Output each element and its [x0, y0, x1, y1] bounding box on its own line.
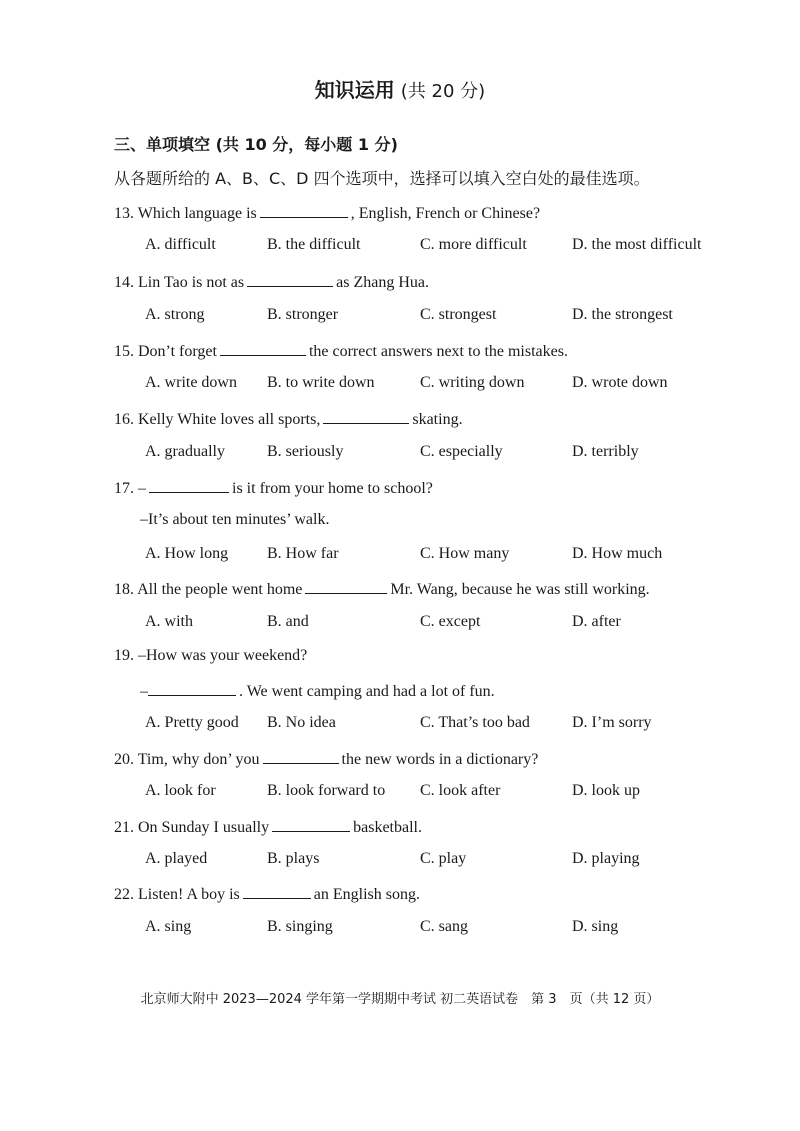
- section-instruction: 从各题所给的 A、B、C、D 四个选项中，选择可以填入空白处的最佳选项。: [114, 169, 650, 188]
- option-c[interactable]: C. more difficult: [420, 236, 527, 253]
- question-22-stem: 22. Listen! A boy is an English song.: [114, 886, 420, 903]
- answer-blank[interactable]: [220, 341, 306, 356]
- question-20-options: [145, 782, 745, 804]
- answer-blank[interactable]: [149, 478, 229, 493]
- answer-blank[interactable]: [263, 749, 339, 764]
- option-a[interactable]: A. played: [145, 850, 208, 867]
- option-a[interactable]: A. difficult: [145, 236, 216, 253]
- option-a[interactable]: A. with: [145, 613, 193, 630]
- option-d[interactable]: D. terribly: [572, 443, 639, 460]
- option-b[interactable]: B. to write down: [267, 374, 375, 391]
- answer-blank[interactable]: [148, 681, 236, 696]
- option-d[interactable]: D. sing: [572, 918, 619, 935]
- page-title: [0, 74, 800, 103]
- question-18-stem: 18. All the people went home Mr. Wang, because he was still working.: [114, 581, 650, 598]
- question-13-stem: 13. Which language is , English, French or Chinese?: [114, 205, 541, 222]
- answer-blank[interactable]: [305, 579, 387, 594]
- option-b[interactable]: B. seriously: [267, 443, 344, 460]
- option-d[interactable]: D. playing: [572, 850, 640, 867]
- option-a[interactable]: A. How long: [145, 545, 229, 562]
- question-14-options: [145, 306, 745, 328]
- option-d[interactable]: D. I’m sorry: [572, 714, 652, 731]
- question-17-reply: –It’s about ten minutes’ walk.: [140, 511, 330, 528]
- option-c[interactable]: C. look after: [420, 782, 501, 799]
- question-18-options: [145, 613, 745, 635]
- option-b[interactable]: B. singing: [267, 918, 333, 935]
- option-d[interactable]: D. How much: [572, 545, 663, 562]
- option-a[interactable]: A. write down: [145, 374, 237, 391]
- option-a[interactable]: A. strong: [145, 306, 205, 323]
- question-17-options: [145, 545, 745, 567]
- answer-blank[interactable]: [243, 884, 311, 899]
- question-13-options: [145, 236, 745, 258]
- question-15-options: [145, 374, 745, 396]
- option-c[interactable]: C. sang: [420, 918, 468, 935]
- option-c[interactable]: C. play: [420, 850, 467, 867]
- page-title-text: 知识运用: [314, 78, 395, 102]
- question-17-stem: 17. – is it from your home to school?: [114, 480, 433, 497]
- option-d[interactable]: D. after: [572, 613, 621, 630]
- option-b[interactable]: B. No idea: [267, 714, 336, 731]
- option-b[interactable]: B. How far: [267, 545, 339, 562]
- option-c[interactable]: C. except: [420, 613, 481, 630]
- page-title-score: (共 20 分): [400, 81, 486, 102]
- section-heading: 三、单项填空 (共 10 分，每小题 1 分): [114, 135, 398, 154]
- question-21-options: [145, 850, 745, 872]
- question-14-stem: 14. Lin Tao is not as as Zhang Hua.: [114, 274, 429, 291]
- question-19-stem: 19. –How was your weekend?: [114, 647, 308, 664]
- answer-blank[interactable]: [272, 817, 350, 832]
- question-16-stem: 16. Kelly White loves all sports, skating.: [114, 411, 463, 428]
- option-c[interactable]: C. writing down: [420, 374, 525, 391]
- question-21-stem: 21. On Sunday I usually basketball.: [114, 819, 422, 836]
- answer-blank[interactable]: [247, 272, 333, 287]
- option-b[interactable]: B. stronger: [267, 306, 339, 323]
- option-c[interactable]: C. strongest: [420, 306, 497, 323]
- option-d[interactable]: D. look up: [572, 782, 640, 799]
- option-b[interactable]: B. the difficult: [267, 236, 361, 253]
- option-a[interactable]: A. sing: [145, 918, 192, 935]
- page-footer: 北京师大附中 2023—2024 学年第一学期期中考试 初二英语试卷 第 3 页（共 12 页）: [140, 992, 660, 1007]
- option-a[interactable]: A. gradually: [145, 443, 225, 460]
- option-b[interactable]: B. and: [267, 613, 309, 630]
- option-c[interactable]: C. How many: [420, 545, 510, 562]
- option-d[interactable]: D. the strongest: [572, 306, 673, 323]
- option-b[interactable]: B. plays: [267, 850, 320, 867]
- option-a[interactable]: A. look for: [145, 782, 216, 799]
- option-d[interactable]: D. wrote down: [572, 374, 668, 391]
- question-22-options: [145, 918, 745, 940]
- option-a[interactable]: A. Pretty good: [145, 714, 239, 731]
- answer-blank[interactable]: [323, 409, 409, 424]
- answer-blank[interactable]: [260, 203, 348, 218]
- option-d[interactable]: D. the most difficult: [572, 236, 702, 253]
- option-c[interactable]: C. That’s too bad: [420, 714, 530, 731]
- option-b[interactable]: B. look forward to: [267, 782, 386, 799]
- question-15-stem: 15. Don’t forget the correct answers next to the mistakes.: [114, 343, 568, 360]
- option-c[interactable]: C. especially: [420, 443, 503, 460]
- question-16-options: [145, 443, 745, 465]
- question-19-options: [145, 714, 745, 736]
- question-19-reply: – . We went camping and had a lot of fun.: [140, 683, 495, 700]
- question-20-stem: 20. Tim, why don’ you the new words in a dictionary?: [114, 751, 539, 768]
